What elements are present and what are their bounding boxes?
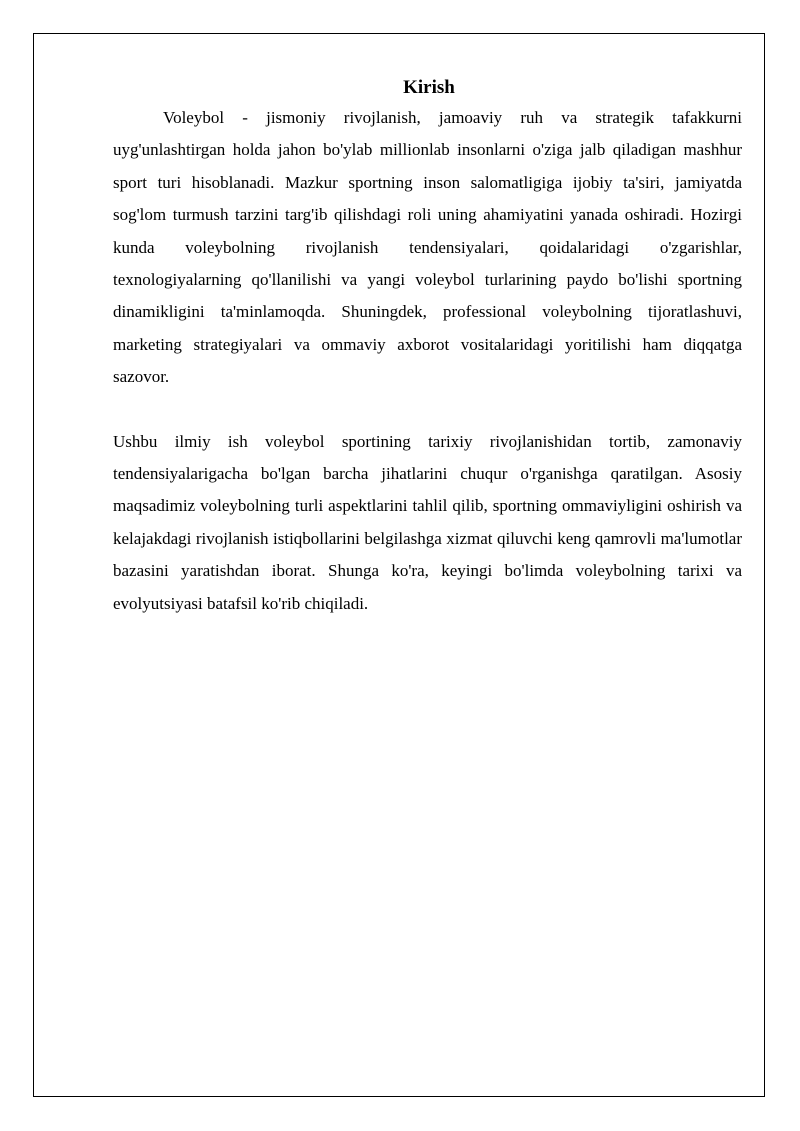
paragraph-intro: Voleybol - jismoniy rivojlanish, jamoaviy ruh va strategik tafakkurni uyg'unlashtirgan holda jahon bo'ylab millionlab insonlarni o'ziga jalb qiladigan mashhur sport turi hisoblanadi. Mazkur sportning inson salomatligiga ijobiy ta'siri, jamiyatda sog'lom turmush tarzini targ'ib qilishdagi roli uning ahamiyatini yanada oshiradi. Hozirgi kunda voleybolning rivojlanish tendensiyalari, qoidalaridagi o'zgarishlar, texnologiyalarning qo'llanilishi va yangi voleybol turlarining paydo bo'lishi sportning dinamikligini ta'minlamoqda. Shuningdek, professional voleybolning tijoratlashuvi, marketing strategiyalari va ommaviy axborot vositalaridagi yoritilishi ham diqqatga sazovor. xyxy=(113,108,742,387)
document-body xyxy=(113,74,742,620)
document-title: Kirish xyxy=(403,77,455,98)
paragraph-gap xyxy=(113,394,742,426)
paragraph-aim: Ushbu ilmiy ish voleybol sportining tarixiy rivojlanishidan tortib, zamonaviy tendensiyalarigacha bo'lgan barcha jihatlarini chuqur o'rganishga qaratilgan. Asosiy maqsadimiz voleybolning turli aspektlarini tahlil qilib, sportning ommaviyligini oshirish va kelajakdagi rivojlanish istiqbollarini belgilashga xizmat qiluvchi keng qamrovli ma'lumotlar bazasini yaratishdan iborat. Shunga ko'ra, keyingi bo'limda voleybolning tarixi va evolyutsiyasi batafsil ko'rib chiqiladi. xyxy=(113,431,742,613)
